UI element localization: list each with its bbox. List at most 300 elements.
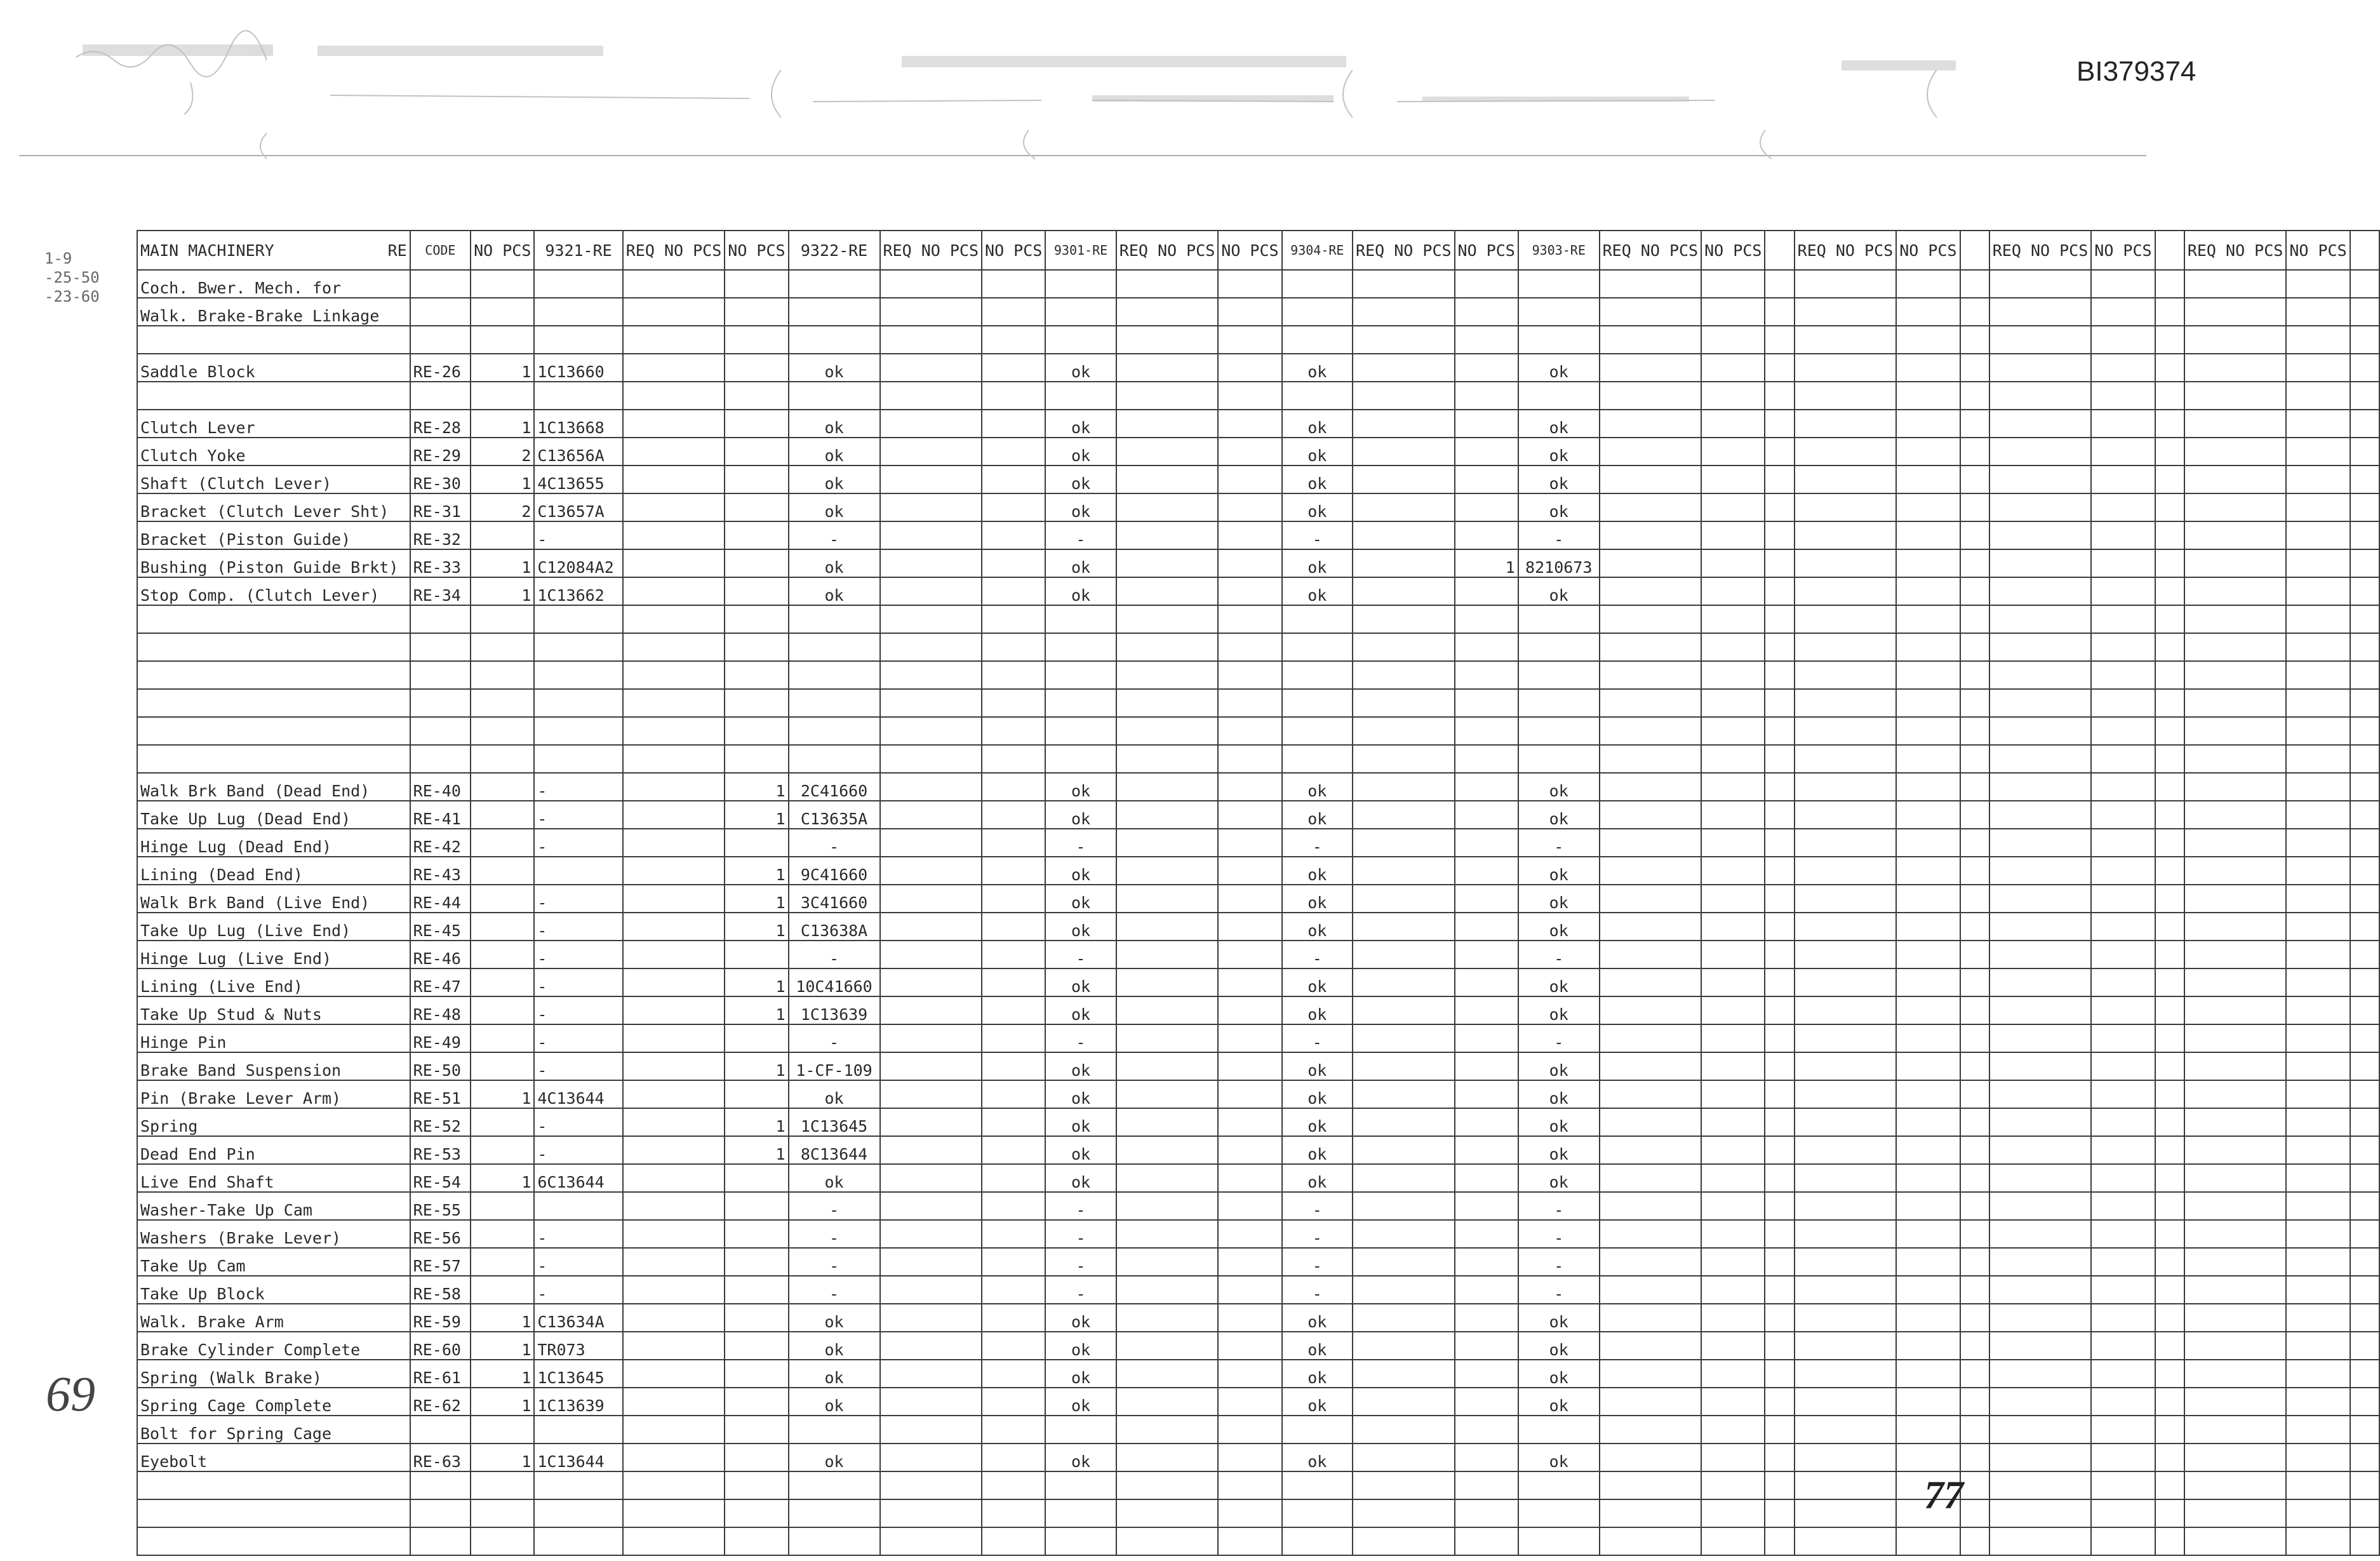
cell-empty <box>1989 1416 2092 1444</box>
cell-item <box>137 326 410 354</box>
cell-req <box>880 885 982 913</box>
cell-req <box>880 1080 982 1108</box>
cell-empty <box>1765 661 1794 689</box>
cell-empty <box>2184 438 2287 466</box>
cell-empty <box>1600 1527 1702 1555</box>
cell-unit-2: ok <box>789 1332 880 1360</box>
cell-unit-5: ok <box>1518 1136 1600 1164</box>
cell-pcs <box>471 745 534 773</box>
cell-empty <box>2184 941 2287 968</box>
cell-code: RE-55 <box>410 1192 471 1220</box>
cell-empty <box>2091 326 2155 354</box>
cell-req <box>880 354 982 382</box>
cell-req <box>623 493 725 521</box>
cell-pcs <box>982 1080 1045 1108</box>
cell-empty <box>1600 801 1702 829</box>
cell-req <box>1116 410 1219 438</box>
cell-req <box>880 717 982 745</box>
cell-empty <box>1765 913 1794 941</box>
cell-empty <box>1989 1248 2092 1276</box>
cell-unit-4 <box>1282 298 1353 326</box>
cell-empty <box>2155 745 2184 773</box>
cell-empty <box>2184 1388 2287 1416</box>
cell-empty <box>1795 717 1897 745</box>
cell-empty <box>1795 1220 1897 1248</box>
cell-unit-4: ok <box>1282 773 1353 801</box>
cell-pcs <box>725 1527 788 1555</box>
cell-unit-5 <box>1518 605 1600 633</box>
cell-pcs <box>1218 549 1281 577</box>
cell-unit-5: ok <box>1518 885 1600 913</box>
cell-empty <box>2155 1360 2184 1388</box>
cell-empty <box>1765 1024 1794 1052</box>
header-scribble <box>0 0 2380 191</box>
cell-req <box>1116 633 1219 661</box>
cell-pcs <box>982 633 1045 661</box>
cell-empty <box>1960 1471 1989 1499</box>
cell-unit-4: ok <box>1282 1080 1353 1108</box>
cell-code <box>410 605 471 633</box>
cell-req <box>1353 1527 1455 1555</box>
cell-req <box>1116 326 1219 354</box>
cell-pcs <box>982 1220 1045 1248</box>
cell-code: RE-45 <box>410 913 471 941</box>
cell-empty <box>1896 1024 1960 1052</box>
cell-empty <box>1701 298 1765 326</box>
cell-pcs <box>1455 913 1518 941</box>
cell-empty <box>1701 1388 1765 1416</box>
cell-empty <box>2286 1080 2350 1108</box>
cell-empty <box>2155 438 2184 466</box>
cell-empty <box>1960 493 1989 521</box>
cell-empty <box>1701 270 1765 298</box>
cell-empty <box>2091 633 2155 661</box>
cell-empty <box>1600 605 1702 633</box>
cell-unit-3: ok <box>1045 410 1116 438</box>
cell-req <box>623 857 725 885</box>
cell-empty <box>1960 1052 1989 1080</box>
cell-pcs <box>1455 941 1518 968</box>
side-note-line: 1-9 <box>44 250 72 267</box>
cell-pcs <box>471 913 534 941</box>
cell-req <box>1116 1276 1219 1304</box>
table-row <box>137 941 2379 968</box>
cell-empty <box>2184 1052 2287 1080</box>
cell-empty <box>2091 493 2155 521</box>
cell-unit-5: ok <box>1518 1332 1600 1360</box>
cell-pcs: 1 <box>725 996 788 1024</box>
cell-empty <box>2184 521 2287 549</box>
cell-empty <box>1896 466 1960 493</box>
cell-empty <box>1765 521 1794 549</box>
cell-unit-4 <box>1282 326 1353 354</box>
cell-empty <box>2091 1136 2155 1164</box>
cell-unit-3: - <box>1045 1276 1116 1304</box>
cell-req <box>880 326 982 354</box>
cell-empty <box>2286 1164 2350 1192</box>
cell-empty <box>1795 1304 1897 1332</box>
cell-req <box>623 549 725 577</box>
cell-pcs <box>471 885 534 913</box>
cell-pcs <box>1218 1332 1281 1360</box>
cell-empty <box>2091 1499 2155 1527</box>
cell-item: Bracket (Piston Guide) <box>137 521 410 549</box>
cell-empty <box>2350 1220 2379 1248</box>
cell-unit-4: ok <box>1282 1108 1353 1136</box>
cell-pcs <box>1455 382 1518 410</box>
cell-req <box>1116 1108 1219 1136</box>
cell-empty <box>2286 1444 2350 1471</box>
cell-empty <box>2350 1360 2379 1388</box>
cell-empty <box>2155 689 2184 717</box>
cell-empty <box>2286 549 2350 577</box>
cell-unit-2: - <box>789 1192 880 1220</box>
cell-unit-1 <box>534 857 622 885</box>
cell-pcs <box>1455 1304 1518 1332</box>
cell-pcs <box>1455 466 1518 493</box>
cell-unit-5: ok <box>1518 996 1600 1024</box>
cell-empty <box>2184 968 2287 996</box>
cell-pcs <box>982 1444 1045 1471</box>
cell-empty <box>2155 1136 2184 1164</box>
cell-req <box>1353 1304 1455 1332</box>
cell-unit-4: ok <box>1282 1164 1353 1192</box>
cell-empty <box>1765 1108 1794 1136</box>
cell-item <box>137 1471 410 1499</box>
header-code: CODE <box>410 231 471 270</box>
cell-empty <box>1989 941 2092 968</box>
cell-req <box>623 1248 725 1276</box>
cell-pcs <box>1218 1052 1281 1080</box>
table-row <box>137 521 2379 549</box>
cell-empty <box>2184 717 2287 745</box>
cell-empty <box>2350 605 2379 633</box>
cell-req <box>623 1164 725 1192</box>
cell-pcs <box>1218 1108 1281 1136</box>
cell-unit-5 <box>1518 661 1600 689</box>
header-req: REQ NO PCS <box>1116 231 1219 270</box>
cell-pcs <box>725 1192 788 1220</box>
cell-empty <box>1960 941 1989 968</box>
cell-empty <box>1765 1527 1794 1555</box>
cell-code: RE-43 <box>410 857 471 885</box>
cell-req <box>1353 1024 1455 1052</box>
cell-pcs <box>1455 968 1518 996</box>
cell-empty <box>1896 1192 1960 1220</box>
cell-empty <box>2286 913 2350 941</box>
cell-unit-2 <box>789 689 880 717</box>
cell-empty <box>2091 968 2155 996</box>
cell-unit-3: ok <box>1045 1304 1116 1332</box>
cell-pcs <box>1455 605 1518 633</box>
cell-empty <box>2091 521 2155 549</box>
cell-pcs <box>1218 326 1281 354</box>
cell-empty <box>1765 270 1794 298</box>
cell-unit-2: C13638A <box>789 913 880 941</box>
cell-code: RE-51 <box>410 1080 471 1108</box>
cell-pcs: 1 <box>725 968 788 996</box>
cell-empty <box>2350 885 2379 913</box>
cell-empty <box>1765 1276 1794 1304</box>
cell-item: Walk. Brake-Brake Linkage <box>137 298 410 326</box>
cell-empty <box>1960 913 1989 941</box>
cell-unit-4: ok <box>1282 354 1353 382</box>
cell-pcs <box>725 1360 788 1388</box>
cell-empty <box>2091 1108 2155 1136</box>
cell-item: Take Up Lug (Dead End) <box>137 801 410 829</box>
cell-unit-4 <box>1282 1416 1353 1444</box>
cell-empty <box>2350 1052 2379 1080</box>
cell-unit-5: - <box>1518 521 1600 549</box>
cell-empty <box>1896 633 1960 661</box>
cell-item: Dead End Pin <box>137 1136 410 1164</box>
cell-pcs <box>982 829 1045 857</box>
cell-pcs <box>982 1471 1045 1499</box>
cell-pcs <box>471 717 534 745</box>
cell-req <box>1353 633 1455 661</box>
side-note <box>44 249 100 306</box>
cell-empty <box>1795 410 1897 438</box>
cell-empty <box>2091 1416 2155 1444</box>
cell-pcs <box>982 1360 1045 1388</box>
cell-empty <box>1701 1332 1765 1360</box>
cell-code <box>410 717 471 745</box>
cell-empty <box>1795 633 1897 661</box>
cell-empty <box>2091 1080 2155 1108</box>
cell-empty <box>2155 270 2184 298</box>
cell-empty <box>1896 577 1960 605</box>
cell-unit-5: ok <box>1518 1164 1600 1192</box>
cell-empty <box>1960 1527 1989 1555</box>
cell-item: Eyebolt <box>137 1444 410 1471</box>
cell-empty <box>2184 745 2287 773</box>
cell-empty <box>2350 1108 2379 1136</box>
cell-pcs <box>982 745 1045 773</box>
cell-req <box>880 968 982 996</box>
cell-pcs <box>1218 1164 1281 1192</box>
cell-empty <box>2091 661 2155 689</box>
cell-empty <box>2091 1248 2155 1276</box>
cell-pcs <box>725 466 788 493</box>
cell-unit-1: - <box>534 1220 622 1248</box>
cell-pcs <box>725 1499 788 1527</box>
cell-req <box>623 1192 725 1220</box>
cell-empty <box>1989 857 2092 885</box>
cell-empty <box>1989 382 2092 410</box>
cell-empty <box>2155 1416 2184 1444</box>
cell-empty <box>1765 549 1794 577</box>
cell-pcs <box>1455 1080 1518 1108</box>
cell-empty <box>2155 1388 2184 1416</box>
cell-empty <box>1960 885 1989 913</box>
cell-empty <box>1701 885 1765 913</box>
cell-unit-3: ok <box>1045 1052 1116 1080</box>
cell-item <box>137 717 410 745</box>
cell-pcs <box>1218 968 1281 996</box>
cell-req <box>1353 410 1455 438</box>
cell-pcs <box>1218 1304 1281 1332</box>
cell-empty <box>1600 829 1702 857</box>
cell-req <box>1353 1276 1455 1304</box>
cell-empty <box>2286 1108 2350 1136</box>
cell-pcs <box>1218 745 1281 773</box>
cell-empty <box>1960 1248 1989 1276</box>
cell-pcs <box>1455 1499 1518 1527</box>
header-no-pcs: NO PCS <box>2091 231 2155 270</box>
cell-code <box>410 689 471 717</box>
cell-unit-5: ok <box>1518 968 1600 996</box>
cell-pcs <box>725 354 788 382</box>
cell-item: Take Up Block <box>137 1276 410 1304</box>
cell-pcs: 1 <box>471 1304 534 1332</box>
cell-empty <box>1701 661 1765 689</box>
cell-empty <box>1989 298 2092 326</box>
cell-empty <box>2350 438 2379 466</box>
cell-empty <box>2286 1360 2350 1388</box>
cell-req <box>1116 521 1219 549</box>
cell-empty <box>1701 1276 1765 1304</box>
cell-empty <box>2286 1136 2350 1164</box>
header-unit-8 <box>2155 231 2184 270</box>
cell-req <box>1353 857 1455 885</box>
cell-empty <box>2286 996 2350 1024</box>
cell-req <box>1353 829 1455 857</box>
cell-empty <box>2155 857 2184 885</box>
cell-empty <box>1795 885 1897 913</box>
cell-pcs <box>982 577 1045 605</box>
cell-empty <box>1600 549 1702 577</box>
cell-unit-2 <box>789 326 880 354</box>
cell-pcs <box>1218 773 1281 801</box>
cell-unit-1: 1C13668 <box>534 410 622 438</box>
cell-unit-4 <box>1282 633 1353 661</box>
cell-item: Lining (Dead End) <box>137 857 410 885</box>
cell-pcs <box>1218 717 1281 745</box>
cell-pcs <box>1455 1471 1518 1499</box>
cell-unit-2: - <box>789 941 880 968</box>
cell-item: Brake Cylinder Complete <box>137 1332 410 1360</box>
cell-code: RE-52 <box>410 1108 471 1136</box>
cell-pcs <box>1455 801 1518 829</box>
cell-code: RE-34 <box>410 577 471 605</box>
cell-empty <box>1795 829 1897 857</box>
cell-unit-3 <box>1045 633 1116 661</box>
cell-pcs <box>1218 1416 1281 1444</box>
cell-unit-5: ok <box>1518 1108 1600 1136</box>
cell-empty <box>2286 1471 2350 1499</box>
cell-pcs <box>471 1108 534 1136</box>
cell-empty <box>2155 1444 2184 1471</box>
cell-empty <box>1795 1248 1897 1276</box>
cell-pcs <box>471 605 534 633</box>
table-row <box>137 1024 2379 1052</box>
cell-empty <box>1765 717 1794 745</box>
cell-empty <box>1701 438 1765 466</box>
cell-empty <box>2155 326 2184 354</box>
cell-empty <box>1795 661 1897 689</box>
cell-unit-4 <box>1282 1499 1353 1527</box>
cell-pcs <box>982 1388 1045 1416</box>
table-row <box>137 270 2379 298</box>
cell-empty <box>1960 438 1989 466</box>
cell-pcs <box>982 410 1045 438</box>
cell-empty <box>2155 885 2184 913</box>
cell-code: RE-60 <box>410 1332 471 1360</box>
cell-empty <box>1989 661 2092 689</box>
cell-empty <box>1989 829 2092 857</box>
cell-empty <box>2184 466 2287 493</box>
header-no-pcs: NO PCS <box>982 231 1045 270</box>
cell-unit-2: ok <box>789 410 880 438</box>
cell-empty <box>1960 745 1989 773</box>
cell-unit-1: - <box>534 1108 622 1136</box>
cell-empty <box>2350 410 2379 438</box>
cell-code: RE-26 <box>410 354 471 382</box>
cell-empty <box>2286 521 2350 549</box>
cell-unit-3: ok <box>1045 493 1116 521</box>
cell-empty <box>1765 1304 1794 1332</box>
cell-empty <box>1701 1024 1765 1052</box>
cell-empty <box>1960 1499 1989 1527</box>
table-row <box>137 857 2379 885</box>
cell-pcs <box>1455 1416 1518 1444</box>
cell-pcs <box>1455 521 1518 549</box>
cell-pcs <box>725 829 788 857</box>
cell-empty <box>1960 1388 1989 1416</box>
cell-empty <box>2155 1220 2184 1248</box>
cell-item: Take Up Stud & Nuts <box>137 996 410 1024</box>
cell-empty <box>2286 633 2350 661</box>
cell-empty <box>1989 801 2092 829</box>
cell-unit-1 <box>534 661 622 689</box>
cell-req <box>880 298 982 326</box>
cell-req <box>1353 1471 1455 1499</box>
cell-empty <box>2155 1332 2184 1360</box>
cell-empty <box>1795 577 1897 605</box>
cell-req <box>623 913 725 941</box>
cell-req <box>623 829 725 857</box>
cell-pcs <box>471 382 534 410</box>
cell-unit-4: - <box>1282 941 1353 968</box>
cell-unit-1: C13657A <box>534 493 622 521</box>
cell-pcs <box>1218 689 1281 717</box>
cell-unit-5 <box>1518 1471 1600 1499</box>
cell-empty <box>1795 1080 1897 1108</box>
table-row <box>137 1276 2379 1304</box>
cell-req <box>880 996 982 1024</box>
cell-empty <box>1600 466 1702 493</box>
cell-empty <box>1989 410 2092 438</box>
cell-item: Shaft (Clutch Lever) <box>137 466 410 493</box>
cell-empty <box>2155 1080 2184 1108</box>
cell-empty <box>2184 298 2287 326</box>
cell-empty <box>1701 941 1765 968</box>
cell-pcs <box>1455 1052 1518 1080</box>
cell-unit-3: ok <box>1045 968 1116 996</box>
cell-item: Washer-Take Up Cam <box>137 1192 410 1220</box>
cell-pcs <box>1455 577 1518 605</box>
cell-pcs <box>1218 1499 1281 1527</box>
cell-empty <box>2184 913 2287 941</box>
header-unit-7 <box>1960 231 1989 270</box>
cell-empty <box>2350 1192 2379 1220</box>
cell-pcs <box>725 1471 788 1499</box>
cell-empty <box>2155 913 2184 941</box>
cell-unit-5: ok <box>1518 801 1600 829</box>
cell-pcs: 2 <box>471 493 534 521</box>
cell-empty <box>1989 1052 2092 1080</box>
cell-pcs <box>982 885 1045 913</box>
